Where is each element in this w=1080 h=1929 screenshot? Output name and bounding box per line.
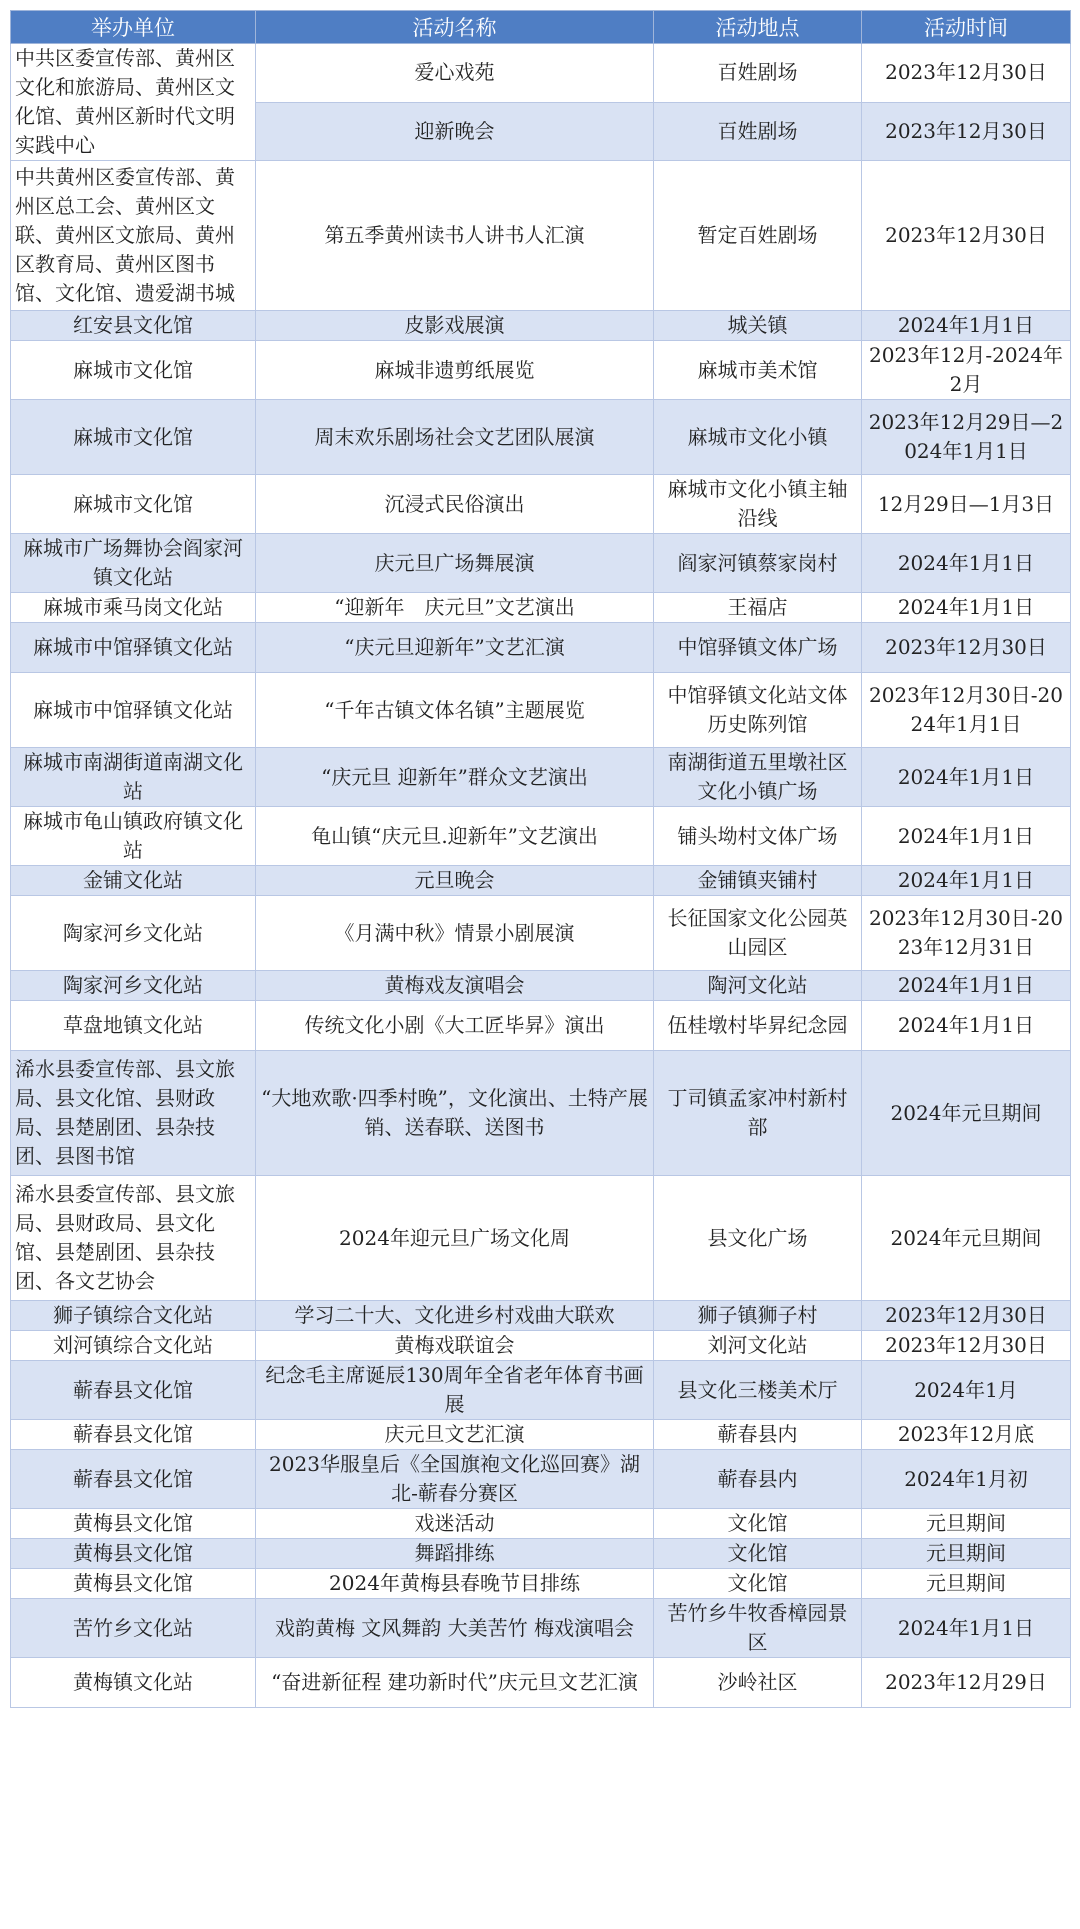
table-row (11, 1658, 1071, 1708)
cell-location: 沙岭社区 (654, 1658, 862, 1708)
cell-time: 2023年12月30日 (862, 44, 1071, 103)
cell-organizer: 麻城市中馆驿镇文化站 (11, 673, 256, 748)
cell-organizer: 浠水县委宣传部、县文旅局、县财政局、县文化馆、县楚剧团、县杂技团、各文艺协会 (11, 1176, 256, 1301)
cell-organizer: 黄梅县文化馆 (11, 1509, 256, 1539)
cell-organizer: 蕲春县文化馆 (11, 1420, 256, 1450)
cell-location: 陶河文化站 (654, 971, 862, 1001)
cell-activity: 2024年迎元旦广场文化周 (256, 1176, 654, 1301)
cell-location: 中馆驿镇文体广场 (654, 623, 862, 673)
cell-organizer: 刘河镇综合文化站 (11, 1331, 256, 1361)
header-time: 活动时间 (862, 11, 1071, 44)
cell-activity: 周末欢乐剧场社会文艺团队展演 (256, 400, 654, 475)
cell-time: 12月29日—1月3日 (862, 475, 1071, 534)
table-row (11, 1301, 1071, 1331)
cell-time: 2024年1月1日 (862, 311, 1071, 341)
cell-activity: 戏迷活动 (256, 1509, 654, 1539)
cell-location: 县文化广场 (654, 1176, 862, 1301)
cell-time: 2024年1月1日 (862, 866, 1071, 896)
cell-activity: “千年古镇文体名镇”主题展览 (256, 673, 654, 748)
cell-activity: 戏韵黄梅 文风舞韵 大美苦竹 梅戏演唱会 (256, 1599, 654, 1658)
table-row (11, 593, 1071, 623)
cell-organizer: 麻城市乘马岗文化站 (11, 593, 256, 623)
header-location: 活动地点 (654, 11, 862, 44)
cell-location: 狮子镇狮子村 (654, 1301, 862, 1331)
table-row (11, 341, 1071, 400)
table-row (11, 807, 1071, 866)
cell-organizer: 中共区委宣传部、黄州区文化和旅游局、黄州区文化馆、黄州区新时代文明实践中心 (11, 44, 256, 161)
cell-location: 麻城市美术馆 (654, 341, 862, 400)
cell-time: 2024年1月 (862, 1361, 1071, 1420)
cell-organizer: 麻城市广场舞协会阎家河镇文化站 (11, 534, 256, 593)
cell-activity: “庆元旦 迎新年”群众文艺演出 (256, 748, 654, 807)
cell-time: 元旦期间 (862, 1539, 1071, 1569)
table-row (11, 1450, 1071, 1509)
cell-time: 2023年12月30日 (862, 102, 1071, 161)
cell-time: 2024年元旦期间 (862, 1176, 1071, 1301)
cell-time: 2024年1月1日 (862, 748, 1071, 807)
cell-location: 苦竹乡牛牧香樟园景区 (654, 1599, 862, 1658)
cell-time: 2023年12月30日-2023年12月31日 (862, 896, 1071, 971)
table-row (11, 971, 1071, 1001)
cell-activity: 迎新晚会 (256, 102, 654, 161)
cell-location: 刘河文化站 (654, 1331, 862, 1361)
cell-location: 城关镇 (654, 311, 862, 341)
table-row (11, 475, 1071, 534)
cell-time: 2023年12月30日-2024年1月1日 (862, 673, 1071, 748)
cell-organizer: 陶家河乡文化站 (11, 971, 256, 1001)
cell-organizer: 浠水县委宣传部、县文旅局、县文化馆、县财政局、县楚剧团、县杂技团、县图书馆 (11, 1051, 256, 1176)
cell-location: 文化馆 (654, 1509, 862, 1539)
cell-time: 元旦期间 (862, 1569, 1071, 1599)
cell-organizer: 麻城市文化馆 (11, 400, 256, 475)
cell-activity: “庆元旦迎新年”文艺汇演 (256, 623, 654, 673)
table-row (11, 748, 1071, 807)
cell-time: 2023年12月29日 (862, 1658, 1071, 1708)
cell-location: 南湖街道五里墩社区文化小镇广场 (654, 748, 862, 807)
table-row (11, 1051, 1071, 1176)
cell-location: 伍桂墩村毕昇纪念园 (654, 1001, 862, 1051)
cell-organizer: 中共黄州区委宣传部、黄州区总工会、黄州区文联、黄州区文旅局、黄州区教育局、黄州区图书馆、文化馆、遗爱湖书城 (11, 161, 256, 311)
cell-activity: 第五季黄州读书人讲书人汇演 (256, 161, 654, 311)
header-row (11, 11, 1071, 44)
cell-location: 百姓剧场 (654, 102, 862, 161)
cell-organizer: 黄梅县文化馆 (11, 1569, 256, 1599)
cell-organizer: 麻城市龟山镇政府镇文化站 (11, 807, 256, 866)
table-row (11, 400, 1071, 475)
cell-activity: 黄梅戏联谊会 (256, 1331, 654, 1361)
cell-activity: “迎新年 庆元旦”文艺演出 (256, 593, 654, 623)
table-body (11, 44, 1071, 1708)
cell-location: 麻城市文化小镇 (654, 400, 862, 475)
table-row (11, 896, 1071, 971)
cell-organizer: 蕲春县文化馆 (11, 1450, 256, 1509)
cell-activity: 黄梅戏友演唱会 (256, 971, 654, 1001)
cell-location: 文化馆 (654, 1569, 862, 1599)
table-row (11, 161, 1071, 311)
cell-activity: 传统文化小剧《大工匠毕昇》演出 (256, 1001, 654, 1051)
table-row (11, 866, 1071, 896)
cell-location: 铺头坳村文体广场 (654, 807, 862, 866)
cell-time: 2024年1月1日 (862, 593, 1071, 623)
cell-location: 暂定百姓剧场 (654, 161, 862, 311)
cell-activity: 庆元旦广场舞展演 (256, 534, 654, 593)
table-row (11, 1569, 1071, 1599)
cell-time: 元旦期间 (862, 1509, 1071, 1539)
cell-time: 2024年1月1日 (862, 1001, 1071, 1051)
table-row (11, 1331, 1071, 1361)
cell-activity: 纪念毛主席诞辰130周年全省老年体育书画展 (256, 1361, 654, 1420)
cell-time: 2024年1月1日 (862, 534, 1071, 593)
cell-organizer: 蕲春县文化馆 (11, 1361, 256, 1420)
cell-activity: 爱心戏苑 (256, 44, 654, 103)
cell-activity: 舞蹈排练 (256, 1539, 654, 1569)
cell-location: 中馆驿镇文化站文体历史陈列馆 (654, 673, 862, 748)
cell-activity: 《月满中秋》情景小剧展演 (256, 896, 654, 971)
header-activity: 活动名称 (256, 11, 654, 44)
cell-location: 丁司镇孟家冲村新村部 (654, 1051, 862, 1176)
cell-location: 蕲春县内 (654, 1420, 862, 1450)
cell-time: 2023年12月30日 (862, 1331, 1071, 1361)
table-row (11, 1001, 1071, 1051)
cell-time: 2023年12月30日 (862, 623, 1071, 673)
cell-location: 县文化三楼美术厅 (654, 1361, 862, 1420)
cell-location: 长征国家文化公园英山园区 (654, 896, 862, 971)
cell-time: 2024年元旦期间 (862, 1051, 1071, 1176)
cell-time: 2024年1月初 (862, 1450, 1071, 1509)
table-row (11, 311, 1071, 341)
cell-time: 2023年12月29日—2024年1月1日 (862, 400, 1071, 475)
header-organizer: 举办单位 (11, 11, 256, 44)
cell-time: 2023年12月30日 (862, 161, 1071, 311)
cell-activity: “大地欢歌·四季村晚”，文化演出、土特产展销、送春联、送图书 (256, 1051, 654, 1176)
cell-location: 蕲春县内 (654, 1450, 862, 1509)
cell-location: 王福店 (654, 593, 862, 623)
table-row (11, 44, 1071, 103)
cell-time: 2024年1月1日 (862, 971, 1071, 1001)
cell-organizer: 狮子镇综合文化站 (11, 1301, 256, 1331)
cell-location: 阎家河镇蔡家岗村 (654, 534, 862, 593)
cell-activity: 皮影戏展演 (256, 311, 654, 341)
events-table-container (10, 10, 1070, 1708)
table-row (11, 1176, 1071, 1301)
cell-organizer: 金铺文化站 (11, 866, 256, 896)
cell-organizer: 黄梅县文化馆 (11, 1539, 256, 1569)
table-row (11, 673, 1071, 748)
cell-time: 2024年1月1日 (862, 807, 1071, 866)
cell-activity: 沉浸式民俗演出 (256, 475, 654, 534)
cell-activity: 元旦晚会 (256, 866, 654, 896)
cell-organizer: 红安县文化馆 (11, 311, 256, 341)
cell-organizer: 麻城市南湖街道南湖文化站 (11, 748, 256, 807)
cell-organizer: 麻城市文化馆 (11, 475, 256, 534)
cell-activity: 庆元旦文艺汇演 (256, 1420, 654, 1450)
table-row (11, 1539, 1071, 1569)
cell-organizer: 麻城市文化馆 (11, 341, 256, 400)
cell-activity: 龟山镇“庆元旦.迎新年”文艺演出 (256, 807, 654, 866)
table-row (11, 1361, 1071, 1420)
table-row (11, 1420, 1071, 1450)
cell-location: 麻城市文化小镇主轴沿线 (654, 475, 862, 534)
cell-activity: 2023华服皇后《全国旗袍文化巡回赛》湖北-蕲春分赛区 (256, 1450, 654, 1509)
table-row (11, 534, 1071, 593)
cell-time: 2024年1月1日 (862, 1599, 1071, 1658)
cell-organizer: 苦竹乡文化站 (11, 1599, 256, 1658)
cell-time: 2023年12月-2024年2月 (862, 341, 1071, 400)
cell-time: 2023年12月30日 (862, 1301, 1071, 1331)
cell-location: 文化馆 (654, 1539, 862, 1569)
table-row (11, 623, 1071, 673)
cell-activity: 2024年黄梅县春晚节目排练 (256, 1569, 654, 1599)
cell-location: 百姓剧场 (654, 44, 862, 103)
cell-organizer: 陶家河乡文化站 (11, 896, 256, 971)
cell-activity: “奋进新征程 建功新时代”庆元旦文艺汇演 (256, 1658, 654, 1708)
cell-activity: 麻城非遗剪纸展览 (256, 341, 654, 400)
cell-organizer: 麻城市中馆驿镇文化站 (11, 623, 256, 673)
cell-organizer: 草盘地镇文化站 (11, 1001, 256, 1051)
cell-organizer: 黄梅镇文化站 (11, 1658, 256, 1708)
cell-location: 金铺镇夹铺村 (654, 866, 862, 896)
table-row (11, 1599, 1071, 1658)
table-row (11, 1509, 1071, 1539)
cell-time: 2023年12月底 (862, 1420, 1071, 1450)
events-table (10, 10, 1071, 1708)
cell-activity: 学习二十大、文化进乡村戏曲大联欢 (256, 1301, 654, 1331)
